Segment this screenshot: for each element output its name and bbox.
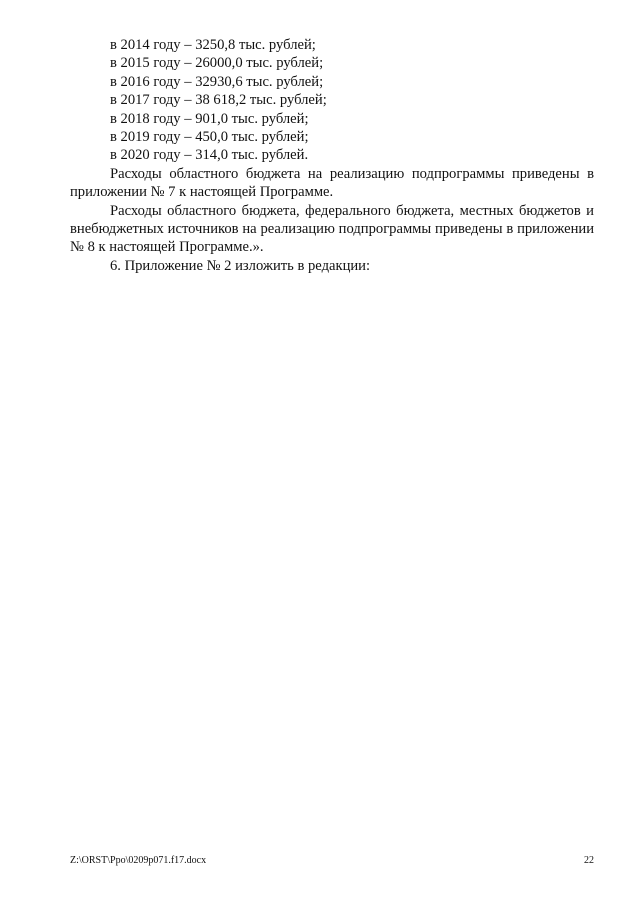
footer-file-path: Z:\ORST\Ppo\0209p071.f17.docx — [70, 855, 207, 866]
funding-year-line: в 2017 году – 38 618,2 тыс. рублей; — [110, 92, 327, 109]
funding-year-line: в 2020 году – 314,0 тыс. рублей. — [110, 147, 309, 164]
regional-budget-paragraph: Расходы областного бюджета на реализацию подпрограммы приведены в приложении № 7 к настоящей Программе. — [70, 165, 594, 201]
page-footer — [70, 855, 594, 867]
footer-page-number: 22 — [584, 855, 594, 866]
page-body — [70, 36, 594, 275]
funding-year-line: в 2018 году – 901,0 тыс. рублей; — [110, 110, 309, 127]
funding-year-line: в 2019 году – 450,0 тыс. рублей; — [110, 129, 309, 146]
appendix-amendment-paragraph: 6. Приложение № 2 изложить в редакции: — [110, 257, 371, 274]
funding-year-list — [70, 36, 594, 165]
combined-budget-paragraph: Расходы областного бюджета, федерального бюджета, местных бюджетов и внебюджетных источников на реализацию подпрограммы приведены в приложении № 8 к настоящей Программе.». — [70, 202, 594, 256]
funding-year-line: в 2015 году – 26000,0 тыс. рублей; — [110, 55, 324, 72]
funding-year-line: в 2014 году – 3250,8 тыс. рублей; — [110, 37, 316, 53]
funding-year-line: в 2016 году – 32930,6 тыс. рублей; — [110, 73, 324, 90]
